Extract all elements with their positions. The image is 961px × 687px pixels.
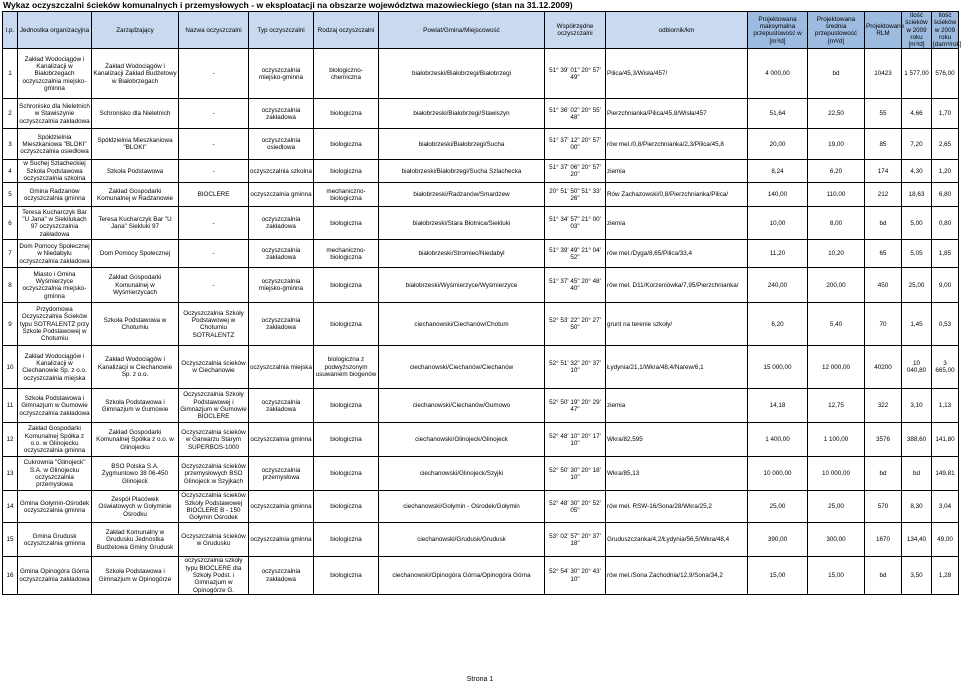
table-cell: 51° 37' 06" 20° 57' 20": [545, 160, 606, 183]
table-cell: 52° 53' 22" 20° 27' 50": [545, 303, 606, 346]
table-cell: 1,13: [932, 389, 959, 423]
table-cell: ciechanowski/Gołymin - Ośrodek/Gołymin: [379, 491, 545, 523]
table-cell: Przydomowa Oczyszczalnia Ścieków typu SOTRALENTZ przy Szkole Podstawowej w Chotumiu: [18, 303, 92, 346]
table-row: [3, 99, 959, 129]
table-row: [3, 423, 959, 457]
table-cell: Zakład Gospodarki Komunalnej Spółka z o.o. w Glinojecku oczyszczalnia gminna: [18, 423, 92, 457]
table-cell: oczyszczalnia gminna: [249, 491, 314, 523]
table-row: [3, 240, 959, 268]
table-cell: 10: [3, 346, 18, 389]
table-cell: 3576: [865, 423, 902, 457]
table-cell: białobrzeski/Białobrzegi/Sucha Szlachecka: [379, 160, 545, 183]
table-cell: BIOCLERE: [179, 183, 249, 207]
table-cell: 51° 37' 45" 20° 48' 40": [545, 268, 606, 303]
table-cell: Cukrownia "Glinojeck" S.A. w Glinojecku oczyszczalnia przemysłowa: [18, 457, 92, 491]
table-cell: 450: [865, 268, 902, 303]
table-cell: grunt na terenie szkoły/: [606, 303, 748, 346]
table-cell: Teresa Kucharczyk Bar "U Jana" w Siekilukach 97 oczyszczalnia zakładowa: [18, 207, 92, 240]
table-cell: 51° 36' 02" 20° 55' 48": [545, 99, 606, 129]
table-cell: Rów Zachazowski/0,8/Pierzchnianka/Pilica/: [606, 183, 748, 207]
table-cell: -: [179, 160, 249, 183]
table-cell: 14,18: [748, 389, 808, 423]
table-cell: ciechanowski/Opinogóra Górna/Opinogóra Górna: [379, 557, 545, 594]
table-cell: Gmina Grudusk oczyszczalnia gminna: [18, 523, 92, 557]
table-cell: Łydynia/21,1/Wkra/48,4/Narew/6,1: [606, 346, 748, 389]
table-cell: 1 400,00: [748, 423, 808, 457]
table-cell: Zespół Placówek Oświatowych w Gołyminie Ośrodku: [92, 491, 179, 523]
table-cell: rów mel./0,8/Pierzchnianka/2,3/Pilica/45,8: [606, 129, 748, 160]
column-header: Projektowana średnia przepustowość [m³/d]: [808, 12, 865, 49]
table-cell: Dom Pomocy Społecznej w Niedabylu oczyszczalnia zakładowa: [18, 240, 92, 268]
table-cell: -: [179, 49, 249, 99]
table-cell: Miasto i Gmina Wyśmierzyce oczyszczalnia miejsko-gminna: [18, 268, 92, 303]
table-cell: biologiczna: [314, 389, 379, 423]
table-cell: w Suchej Szlacheckiej Szkoła Podstawowa oczyszczalnia szkolna: [18, 160, 92, 183]
table-cell: Teresa Kucharczyk Bar "U Jana" Siekluki 97: [92, 207, 179, 240]
table-cell: Szkoła Podstawowa w Chotumiu: [92, 303, 179, 346]
column-header: Ilość ścieków w 2009 roku [dam³/rok]: [933, 12, 961, 49]
table-cell: 85: [865, 129, 902, 160]
table-cell: -: [179, 99, 249, 129]
table-cell: 390,00: [748, 523, 808, 557]
table-cell: oczyszczalnia gminna: [249, 423, 314, 457]
column-header: l.p.: [3, 12, 18, 49]
table-cell: 51,64: [748, 99, 808, 129]
table-cell: 10 000,00: [808, 457, 865, 491]
table-cell: biologiczna: [314, 129, 379, 160]
table-row: [3, 268, 959, 303]
table-cell: 4 000,00: [748, 49, 808, 99]
table-cell: BSO Polska S.A. Żygmuntowo 38 06-450 Glinojeck: [92, 457, 179, 491]
table-cell: 10 000,00: [748, 457, 808, 491]
table-row: [3, 160, 959, 183]
table-row: [3, 303, 959, 346]
table-cell: ciechanowski/Ciechanów/Gumowo: [379, 389, 545, 423]
table-cell: 12: [3, 423, 18, 457]
table-cell: białobrzeski/Wyśmierzyce/Wyśmierzyce: [379, 268, 545, 303]
table-cell: ciechanowski/Glinojeck/Szyjki: [379, 457, 545, 491]
table-cell: oczyszczalnia szkolna: [249, 160, 314, 183]
table-cell: 240,00: [748, 268, 808, 303]
table-cell: oczyszczalnia zakładowa: [249, 207, 314, 240]
table-cell: 1670: [865, 523, 902, 557]
table-cell: 5,40: [808, 303, 865, 346]
table-row: [3, 183, 959, 207]
table-cell: 0,53: [932, 303, 959, 346]
table-cell: Wkra/82,595: [606, 423, 748, 457]
table-cell: oczyszczalnia gminna: [249, 183, 314, 207]
table-cell: Zakład Gospodarki Komunalnej w Wyśmierzycach: [92, 268, 179, 303]
table-cell: 140,00: [748, 183, 808, 207]
table-cell: 15,00: [808, 557, 865, 594]
column-header: Współrzędne oczyszczalni: [545, 12, 606, 49]
table-row: [3, 491, 959, 523]
table-cell: 1,20: [932, 160, 959, 183]
table-cell: 110,00: [808, 183, 865, 207]
table-cell: -: [179, 268, 249, 303]
table-cell: 51° 37' 12" 20° 57' 00": [545, 129, 606, 160]
table-cell: 6: [3, 207, 18, 240]
table-cell: 10423: [865, 49, 902, 99]
table-cell: 3 665,00: [932, 346, 959, 389]
table-cell: Oczyszczalnia ścieków w Ciechanowie: [179, 346, 249, 389]
table-cell: 19,00: [808, 129, 865, 160]
table-cell: 20,00: [748, 129, 808, 160]
table-cell: 70: [865, 303, 902, 346]
table-cell: 388,60: [902, 423, 932, 457]
table-cell: 52° 50' 19" 20° 29' 47": [545, 389, 606, 423]
column-header: Projektowane RLM: [865, 12, 902, 49]
table-cell: Zakład Wodociągów i Kanalizacji w Białobrzegach oczyszczalnia miejsko-gminna: [18, 49, 92, 99]
column-header: Rodzaj oczyszczalni: [314, 12, 379, 49]
table-cell: 576,00: [932, 49, 959, 99]
table-cell: bd: [902, 457, 932, 491]
table-cell: Oczyszczalnia Szkoły Podstawowej i Gimnazjum w Gumowie BIOCLERE: [179, 389, 249, 423]
table-cell: rów mel./Dyga/8,65/Pilica/33,4: [606, 240, 748, 268]
table-cell: 141,80: [932, 423, 959, 457]
table-cell: 1,28: [932, 557, 959, 594]
table-cell: 6,80: [932, 183, 959, 207]
table-cell: Gmina Radzanów oczyszczalnia gminna: [18, 183, 92, 207]
table-cell: bd: [865, 207, 902, 240]
table-cell: Oczyszczalnia Szkoły Podstawowej w Chotumiu SOTRALENTZ: [179, 303, 249, 346]
table-cell: 2: [3, 99, 18, 129]
table-cell: biologiczna: [314, 423, 379, 457]
table-cell: Szkoła Podstawowa i Gimnazjum w Gumowie oczyszczalnia zakładowa: [18, 389, 92, 423]
table-cell: Szkoła Podstawowa i Gimnazjum w Gumowie: [92, 389, 179, 423]
column-header: Ilość ścieków w 2009 roku [m³/d]: [902, 12, 932, 49]
table-cell: -: [179, 129, 249, 160]
table-cell: 51° 39' 01" 20° 57' 49": [545, 49, 606, 99]
table-cell: 13: [3, 457, 18, 491]
table-cell: Zakład Wodociągów i Kanalizacji Zakład Budżetowy w Białobrzegach: [92, 49, 179, 99]
table-cell: 49,00: [932, 523, 959, 557]
table-cell: oczyszczalnia miejsko-gminna: [249, 49, 314, 99]
table-cell: oczyszczalnia przemysłowa: [249, 457, 314, 491]
table-cell: Oczyszczalnia ścieków w Garwarzu Starym SUPERBOS-1000: [179, 423, 249, 457]
table-cell: oczyszczalnia osiedlowa: [249, 129, 314, 160]
table-cell: biologiczna: [314, 457, 379, 491]
table-cell: Schronisko dla Nieletnich: [92, 99, 179, 129]
table-cell: ciechanowski/Ciechanów/Ciechanów: [379, 346, 545, 389]
table-cell: 8,30: [902, 491, 932, 523]
table-cell: 10,00: [748, 207, 808, 240]
table-row: [3, 346, 959, 389]
table-cell: biologiczna: [314, 491, 379, 523]
table-cell: 40200: [865, 346, 902, 389]
table-cell: 65: [865, 240, 902, 268]
table-cell: 5,00: [902, 207, 932, 240]
table-cell: biologiczna: [314, 557, 379, 594]
table-cell: Zakład Gospodarki Komunalnej w Radzanowie: [92, 183, 179, 207]
column-header: Typ oczyszczalni: [249, 12, 314, 49]
table-cell: 51° 39' 49" 21° 04' 52": [545, 240, 606, 268]
table-cell: biologiczna: [314, 160, 379, 183]
table-cell: 11,20: [748, 240, 808, 268]
table-cell: rów mel./Sona Zachodnia/12,9/Sona/34,2: [606, 557, 748, 594]
table-cell: 12,75: [808, 389, 865, 423]
table-cell: Dom Pomocy Społecznej: [92, 240, 179, 268]
table-cell: Gruduszczanka/4,2/Łydynia/56,5/Wkra/48,4: [606, 523, 748, 557]
table-cell: 149,81: [932, 457, 959, 491]
table-cell: 25,00: [808, 491, 865, 523]
table-cell: 3,10: [902, 389, 932, 423]
table-cell: 52° 51' 32" 20° 37' 10": [545, 346, 606, 389]
table-cell: 16: [3, 557, 18, 594]
table-cell: 51° 34' 57" 21° 00' 03": [545, 207, 606, 240]
table-cell: Pilica/45,3/Wisła/457/: [606, 49, 748, 99]
table-cell: Zakład Wodociągów i Kanalizacji w Ciechanowie Sp. z o.o. oczyszczalnia miejska: [18, 346, 92, 389]
table-cell: 5: [3, 183, 18, 207]
column-header: Projektowana maksymalna przepustowość w [m³/d]: [748, 12, 808, 49]
table-row: [3, 129, 959, 160]
table-cell: bd: [808, 49, 865, 99]
table-cell: 5,05: [902, 240, 932, 268]
table-cell: białobrzeski/Radzanów/Smardzew: [379, 183, 545, 207]
table-cell: białobrzeski/Białobrzegi/Sucha: [379, 129, 545, 160]
table-cell: biologiczna: [314, 99, 379, 129]
table-cell: 52° 48' 30" 20° 52' 05": [545, 491, 606, 523]
table-cell: 25,00: [902, 268, 932, 303]
table-cell: 174: [865, 160, 902, 183]
table-cell: 10,20: [808, 240, 865, 268]
table-cell: oczyszczalnia zakładowa: [249, 99, 314, 129]
table-cell: rów mel. RSW-16/Sona/28/Wkra/25,2: [606, 491, 748, 523]
table-cell: ziemia: [606, 389, 748, 423]
table-cell: 212: [865, 183, 902, 207]
table-cell: 1 100,00: [808, 423, 865, 457]
table-cell: 12 000,00: [808, 346, 865, 389]
table-cell: ciechanowski/Grudusk/Grudusk: [379, 523, 545, 557]
table-cell: 53° 02' 57" 20° 37' 18": [545, 523, 606, 557]
table-body: [3, 49, 959, 594]
table-cell: 1 577,00: [902, 49, 932, 99]
table-cell: Gmina Gołymin-Ośrodek oczyszczalnia gminna: [18, 491, 92, 523]
table-row: [3, 207, 959, 240]
table-cell: 10 040,80: [902, 346, 932, 389]
table-cell: 6,20: [748, 303, 808, 346]
table-cell: 52° 48' 10" 20° 17' 10": [545, 423, 606, 457]
table-cell: 15: [3, 523, 18, 557]
table-cell: 134,40: [902, 523, 932, 557]
table-cell: biologiczna: [314, 268, 379, 303]
table-cell: oczyszczalnia zakładowa: [249, 389, 314, 423]
table-cell: oczyszczalnia miejsko-gminna: [249, 268, 314, 303]
table-cell: oczyszczalnia zakładowa: [249, 240, 314, 268]
table-cell: biologiczna: [314, 523, 379, 557]
table-row: [3, 523, 959, 557]
table-cell: Spółdzielnia Mieszkaniowa "BLOKI": [92, 129, 179, 160]
table-cell: 1,45: [902, 303, 932, 346]
table-cell: Zakład Komunalny w Grudusku Jednostka Budżetowa Gminy Grudusk: [92, 523, 179, 557]
table-cell: 25,00: [748, 491, 808, 523]
table-cell: Oczyszczalnia ścieków w Grudusku: [179, 523, 249, 557]
table-cell: 300,00: [808, 523, 865, 557]
table-cell: 52° 50' 30" 20° 18' 10": [545, 457, 606, 491]
table-cell: 15 000,00: [748, 346, 808, 389]
table-cell: bd: [865, 457, 902, 491]
table-cell: 8,24: [748, 160, 808, 183]
table-cell: oczyszczalnia miejska: [249, 346, 314, 389]
table-cell: 9,00: [932, 268, 959, 303]
page-footer: Strona 1: [466, 676, 494, 683]
table-cell: 3,04: [932, 491, 959, 523]
table-cell: białobrzeski/Białobrzegi/Stawiszyn: [379, 99, 545, 129]
table-cell: 3: [3, 129, 18, 160]
table-cell: Gmina Opinogóra Górna oczyszczalnia zakładowa: [18, 557, 92, 594]
table-cell: Pierzchnianka/Pilica/45,8/Wisła/457: [606, 99, 748, 129]
table-cell: oczyszczalnia zakładowa: [249, 557, 314, 594]
table-row: [3, 49, 959, 99]
table-cell: mechaniczno-biologiczna: [314, 240, 379, 268]
table-cell: białobrzeski/Stromiec/Niedabyl: [379, 240, 545, 268]
column-header: odbiornik/km: [606, 12, 748, 49]
table-cell: 14: [3, 491, 18, 523]
table-cell: ziemia: [606, 207, 748, 240]
table-cell: 3,50: [902, 557, 932, 594]
table-cell: 4,66: [902, 99, 932, 129]
table-cell: 7: [3, 240, 18, 268]
table-cell: ciechanowski/Ciechanów/Chotum: [379, 303, 545, 346]
table-cell: 1,85: [932, 240, 959, 268]
table-cell: Szkoła Podstawowa: [92, 160, 179, 183]
table-cell: oczyszczalnia zakładowa: [249, 303, 314, 346]
table-cell: 9: [3, 303, 18, 346]
table-cell: 18,63: [902, 183, 932, 207]
table-cell: 4: [3, 160, 18, 183]
table-cell: mechaniczno-biologiczna: [314, 183, 379, 207]
column-header: Powiat/Gmina/Miejscowość: [379, 12, 545, 49]
table-cell: biologiczna: [314, 303, 379, 346]
table-cell: biologiczno-chemiczna: [314, 49, 379, 99]
table-cell: 7,20: [902, 129, 932, 160]
table-cell: Spółdzielnia Mieszkaniowa "BLOKI" oczyszczalnia osiedlowa: [18, 129, 92, 160]
table-cell: Wkra/85,13: [606, 457, 748, 491]
table-cell: 22,50: [808, 99, 865, 129]
table-cell: -: [179, 240, 249, 268]
table-cell: biologiczna z podwyższonym usuwaniem biogenów: [314, 346, 379, 389]
table-cell: 52° 54' 30" 20° 43' 10": [545, 557, 606, 594]
column-header: Jednostka organizacyjna: [18, 12, 92, 49]
table-cell: 200,00: [808, 268, 865, 303]
table-cell: Zakład Wodociągów i Kanalizacji w Ciechanowie Sp. z o.o.: [92, 346, 179, 389]
table-header-row: [3, 12, 959, 49]
column-header: Zarządzający: [92, 12, 179, 49]
table-cell: 8: [3, 268, 18, 303]
table-cell: 6,20: [808, 160, 865, 183]
wastewater-table: [2, 11, 959, 595]
page-title: Wykaz oczyszczalni ścieków komunalnych i przemysłowych - w eksploatacji na obszarze województwa mazowieckiego (stan na 31.12.2009): [3, 0, 573, 10]
table-cell: 20° 51' 50" 51° 33' 26": [545, 183, 606, 207]
table-cell: 55: [865, 99, 902, 129]
table-cell: Zakład Gospodarki Komunalnej Spółka z o.o. w Glinojecku: [92, 423, 179, 457]
table-cell: 0,80: [932, 207, 959, 240]
table-cell: 570: [865, 491, 902, 523]
table-row: [3, 457, 959, 491]
table-cell: oczyszczalnia szkoły typu BIOCLERE dla Szkoły Podst. i Gimnazjum w Opinogórze G.: [179, 557, 249, 594]
table-cell: Szkoła Podstawowa i Gimnazjum w Opinogórze: [92, 557, 179, 594]
table-cell: biologiczna: [314, 207, 379, 240]
table-cell: białobrzeski/Stara Błotnica/Siekluki: [379, 207, 545, 240]
table-cell: Oczyszczalnia ścieków Szkoły Podstawowej BIOCLERE B - 150 Gołymin Ośrodek: [179, 491, 249, 523]
table-cell: ziemia: [606, 160, 748, 183]
table-row: [3, 389, 959, 423]
table-cell: Schronisko dla Nieletnich w Stawiszynie oczyszczalnia zakładowa: [18, 99, 92, 129]
table-cell: 1: [3, 49, 18, 99]
table-cell: 8,00: [808, 207, 865, 240]
table-cell: Oczyszczalnia ścieków przemysłowych BSO Glinojeck w Szyjkach: [179, 457, 249, 491]
table-cell: bd: [865, 557, 902, 594]
table-cell: 15,00: [748, 557, 808, 594]
table-cell: rów mel. D11/Korzeniówka/7,95/Pierzchnianka/: [606, 268, 748, 303]
table-cell: 2,65: [932, 129, 959, 160]
column-header: Nazwa oczyszczalni: [179, 12, 249, 49]
table-cell: ciechanowski/Glinojeck/Glinojeck: [379, 423, 545, 457]
table-cell: oczyszczalnia gminna: [249, 523, 314, 557]
table-cell: białobrzeski/Białobrzegi/Białobrzegi: [379, 49, 545, 99]
table-cell: 4,30: [902, 160, 932, 183]
table-cell: -: [179, 207, 249, 240]
table-cell: 11: [3, 389, 18, 423]
table-cell: 322: [865, 389, 902, 423]
table-cell: 1,70: [932, 99, 959, 129]
table-row: [3, 557, 959, 594]
